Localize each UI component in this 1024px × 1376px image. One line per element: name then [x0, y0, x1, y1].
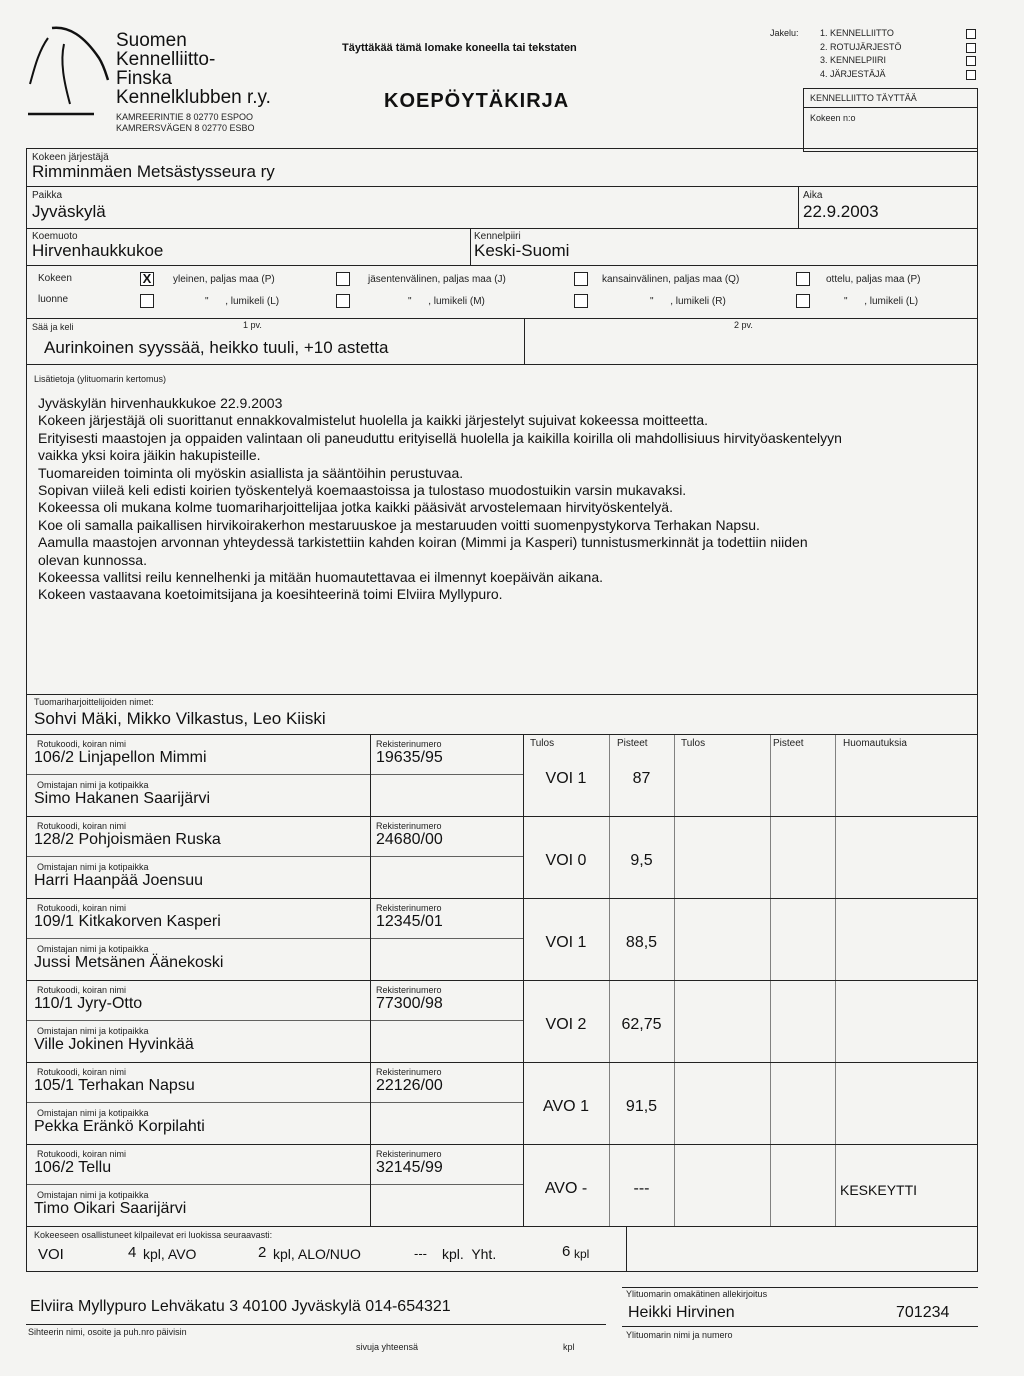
nature-checkbox-match-snow[interactable]	[796, 294, 810, 308]
org-address-line: KAMRERSVÄGEN 8 02770 ESBO	[116, 123, 255, 133]
weather-label: Sää ja keli	[32, 322, 74, 332]
points-field[interactable]: 88,5	[625, 934, 658, 951]
office-use-label: KENNELLIITTO TÄYTTÄÄ	[810, 93, 917, 103]
result-field[interactable]: VOI 1	[545, 770, 587, 787]
owner-field[interactable]: Harri Haanpää Joensuu	[34, 872, 203, 889]
notes-label: Lisätietoja (ylituomarin kertomus)	[34, 374, 167, 384]
notes-line: Koe oli samalla paikallisen hirvikoirakerhon mestaruuskoe ja mestaruuden voitti suomenpystykorva Terhakan Napsu.	[38, 516, 760, 533]
nature-checkbox-international-snow[interactable]	[574, 294, 588, 308]
summary-avo-count[interactable]: 2	[258, 1244, 267, 1261]
reg-no-label: Rekisterinumero	[376, 985, 442, 995]
notes-line: Tuomareiden toiminta oli myöskin asiallista ja sääntöihin perustuvaa.	[38, 464, 464, 481]
notes-line: Aamulla maastojen arvonnan yhteydessä tarkistettiin kahden koiran (Mimmi ja Kasperi) tunnistusmerkinnät ja todettiin niiden	[38, 534, 808, 551]
owner-field[interactable]: Ville Jokinen Hyvinkää	[34, 1036, 194, 1053]
nature-option-label: " , lumikeli (L)	[205, 296, 280, 307]
org-name-line: Suomen	[116, 30, 187, 51]
date-field[interactable]: 22.9.2003	[803, 202, 879, 221]
reg-no-field[interactable]: 12345/01	[376, 913, 443, 930]
distribution-list	[820, 27, 902, 81]
distribution-checkbox[interactable]	[966, 43, 976, 53]
reg-no-label: Rekisterinumero	[376, 1149, 442, 1159]
summary-voi-count[interactable]: 4	[128, 1244, 137, 1261]
dog-name-field[interactable]: 106/2 Linjapellon Mimmi	[34, 749, 207, 766]
reg-no-label: Rekisterinumero	[376, 739, 442, 749]
nature-checkbox-members-snow[interactable]	[336, 294, 350, 308]
nature-checkbox-international-bare[interactable]	[574, 272, 588, 286]
points-field[interactable]: 87	[632, 770, 651, 787]
nature-option-label: jäsentenvälinen, paljas maa (J)	[368, 274, 506, 285]
distribution-item: 3. KENNELPIIRI	[820, 55, 887, 65]
breed-name-label: Rotukoodi, koiran nimi	[37, 903, 127, 913]
pages-kpl: kpl	[563, 1342, 575, 1352]
distribution-checkbox[interactable]	[966, 29, 976, 39]
nature-label-1: Kokeen	[38, 273, 72, 284]
owner-field[interactable]: Pekka Eränkö Korpilahti	[34, 1118, 205, 1135]
office-use-box	[803, 88, 978, 152]
nature-checkbox-members-bare[interactable]	[336, 272, 350, 286]
form-title: KOEPÖYTÄKIRJA	[384, 90, 570, 112]
points-field[interactable]: 91,5	[625, 1098, 658, 1115]
org-address-line: KAMREERINTIE 8 02770 ESPOO	[116, 112, 254, 122]
summary-text: kpl	[574, 1247, 590, 1261]
organizer-field[interactable]: Rimminmäen Metsästysseura ry	[32, 162, 275, 181]
points-field[interactable]: 9,5	[630, 852, 653, 869]
distribution-item: 2. ROTUJÄRJESTÖ	[820, 41, 902, 52]
owner-field[interactable]: Timo Oikari Saarijärvi	[34, 1200, 187, 1217]
notes-line: Kokeen vastaavana koetoimitsijana ja koesihteerinä toimi Elviira Myllypuro.	[38, 586, 503, 603]
owner-label: Omistajan nimi ja kotipaikka	[37, 1026, 149, 1036]
breed-name-label: Rotukoodi, koiran nimi	[37, 1067, 127, 1077]
nature-checkbox-match-bare[interactable]	[796, 272, 810, 286]
pages-label: sivuja yhteensä	[356, 1342, 419, 1352]
result-field[interactable]: VOI 2	[545, 1016, 587, 1033]
weather-day2-label: 2 pv.	[734, 320, 753, 330]
dog-name-field[interactable]: 109/1 Kitkakorven Kasperi	[34, 913, 221, 930]
judge-label: Ylituomarin nimi ja numero	[626, 1330, 733, 1340]
summary-label: Kokeeseen osallistuneet kilpailevat eri luokissa seuraavasti:	[34, 1230, 273, 1240]
summary-text: kpl, ALO/NUO	[273, 1246, 361, 1262]
header-result-2: Tulos	[681, 738, 706, 749]
owner-label: Omistajan nimi ja kotipaikka	[37, 862, 149, 872]
time-label: Aika	[803, 190, 823, 201]
result-field[interactable]: AVO -	[544, 1180, 588, 1197]
form-instruction: Täyttäkää tämä lomake koneella tai tekstaten	[342, 42, 577, 54]
summary-text: kpl, AVO	[143, 1246, 197, 1262]
reg-no-field[interactable]: 32145/99	[376, 1159, 443, 1176]
nature-option-label: " , lumikeli (M)	[408, 296, 485, 307]
test-type-field[interactable]: Hirvenhaukkukoe	[32, 241, 164, 260]
nature-option-label: yleinen, paljas maa (P)	[173, 274, 275, 285]
notes-line: Sopivan viileä keli edisti koirien työskentelyä koemaastoissa ja tulostaso muodostuikin varsin mukavaksi.	[38, 482, 687, 499]
notes-line: olevan kunnossa.	[38, 551, 147, 568]
summary-text: kpl. Yht.	[442, 1246, 497, 1262]
remark-field[interactable]: KESKEYTTI	[840, 1182, 918, 1198]
distribution-item: 1. KENNELLIITTO	[820, 28, 894, 38]
judge-number-field[interactable]: 701234	[896, 1304, 950, 1321]
nature-checkbox-general-bare[interactable]: X	[140, 272, 154, 286]
weather-day1-field[interactable]: Aurinkoinen syyssää, heikko tuuli, +10 astetta	[44, 338, 389, 357]
owner-field[interactable]: Jussi Metsänen Äänekoski	[34, 954, 224, 971]
notes-line: Kokeessa oli mukana kolme tuomariharjoittelijaa jotka kaikki pääsivät arvostelemaan hirvityöskentelyä.	[38, 499, 673, 516]
owner-label: Omistajan nimi ja kotipaikka	[37, 780, 149, 790]
points-field[interactable]: ---	[633, 1180, 650, 1197]
nature-option-label: kansainvälinen, paljas maa (Q)	[602, 274, 740, 285]
breed-name-label: Rotukoodi, koiran nimi	[37, 1149, 127, 1159]
notes-line: vaikka yksi koira jäikin hakupisteille.	[38, 447, 261, 464]
distribution-checkbox[interactable]	[966, 56, 976, 66]
nature-option-label: ottelu, paljas maa (P)	[826, 274, 921, 285]
reg-no-label: Rekisterinumero	[376, 903, 442, 913]
district-field[interactable]: Keski-Suomi	[474, 241, 570, 260]
points-field[interactable]: 62,75	[621, 1016, 662, 1033]
test-number-label: Kokeen n:o	[810, 113, 856, 123]
nature-checkbox-general-snow[interactable]	[140, 294, 154, 308]
signature-label: Ylituomarin omakätinen allekirjoitus	[626, 1289, 768, 1299]
summary-total[interactable]: 6	[562, 1243, 571, 1260]
reg-no-label: Rekisterinumero	[376, 821, 442, 831]
owner-label: Omistajan nimi ja kotipaikka	[37, 1190, 149, 1200]
owner-label: Omistajan nimi ja kotipaikka	[37, 944, 149, 954]
owner-field[interactable]: Simo Hakanen Saarijärvi	[34, 790, 211, 807]
trainees-field[interactable]: Sohvi Mäki, Mikko Vilkastus, Leo Kiiski	[34, 709, 326, 728]
distribution-item: 4. JÄRJESTÄJÄ	[820, 68, 886, 79]
weather-day1-label: 1 pv.	[243, 320, 262, 330]
reg-no-label: Rekisterinumero	[376, 1067, 442, 1077]
summary-alo-count[interactable]: ---	[414, 1246, 427, 1261]
nature-option-label: " , lumikeli (R)	[650, 296, 726, 307]
org-name-line: Kennelklubben r.y.	[116, 87, 271, 108]
dog-name-field[interactable]: 106/2 Tellu	[34, 1159, 112, 1176]
header-points-1: Pisteet	[617, 738, 648, 749]
owner-label: Omistajan nimi ja kotipaikka	[37, 1108, 149, 1118]
kennel-club-logo	[24, 22, 116, 124]
notes-line: Kokeessa vallitsi reilu kennelhenki ja mitään huomautettavaa ei ilmennyt koepäivän aikana.	[38, 569, 603, 586]
result-field[interactable]: AVO 1	[543, 1098, 589, 1115]
place-field[interactable]: Jyväskylä	[32, 202, 106, 221]
distribution-label: Jakelu:	[770, 28, 799, 38]
reg-no-field[interactable]: 22126/00	[376, 1077, 443, 1094]
secretary-field[interactable]: Elviira Myllypuro Lehväkatu 3 40100 Jyväskylä 014-654321	[30, 1298, 451, 1315]
header-remarks: Huomautuksia	[843, 738, 907, 749]
judge-name-field[interactable]: Heikki Hirvinen	[628, 1304, 735, 1321]
org-name	[116, 31, 271, 107]
breed-name-label: Rotukoodi, koiran nimi	[37, 985, 127, 995]
secretary-label: Sihteerin nimi, osoite ja puh.nro päivisin	[28, 1327, 187, 1337]
notes-line: Erityisesti maastojen ja oppaiden valintaan oli paneuduttu erityisellä huolella ja kaikilla koirilla oli mahdollisiuus hirvityöaskentelyyn	[38, 429, 842, 446]
notes-line: Jyväskylän hirvenhaukkukoe 22.9.2003	[38, 395, 283, 411]
reg-no-field[interactable]: 24680/00	[376, 831, 443, 848]
organizer-label: Kokeen järjestäjä	[32, 152, 109, 163]
notes-field[interactable]	[38, 395, 970, 604]
distribution-checkbox[interactable]	[966, 70, 976, 80]
dog-name-field[interactable]: 105/1 Terhakan Napsu	[34, 1077, 195, 1094]
org-address	[116, 112, 255, 134]
district-label: Kennelpiiri	[474, 231, 521, 242]
org-name-line: Finska	[116, 68, 172, 89]
dog-name-field[interactable]: 128/2 Pohjoismäen Ruska	[34, 831, 221, 848]
dog-name-field[interactable]: 110/1 Jyry-Otto	[34, 995, 143, 1012]
result-field[interactable]: VOI 1	[545, 934, 587, 951]
org-name-line: Kennelliitto-	[116, 49, 216, 70]
header-result-1: Tulos	[530, 738, 555, 749]
summary-voi-label: VOI	[38, 1246, 64, 1263]
header-points-2: Pisteet	[773, 738, 804, 749]
test-type-label: Koemuoto	[32, 231, 78, 242]
nature-label-2: luonne	[38, 294, 69, 305]
reg-no-field[interactable]: 19635/95	[376, 749, 443, 766]
breed-name-label: Rotukoodi, koiran nimi	[37, 739, 127, 749]
reg-no-field[interactable]: 77300/98	[376, 995, 443, 1012]
breed-name-label: Rotukoodi, koiran nimi	[37, 821, 127, 831]
trainees-label: Tuomariharjoittelijoiden nimet:	[34, 697, 154, 707]
nature-option-label: " , lumikeli (L)	[844, 296, 919, 307]
result-field[interactable]: VOI 0	[545, 852, 587, 869]
notes-line: Kokeen järjestäjä oli suorittanut ennakkovalmistelut huolella ja kaikki järjestelyt sujuivat kokeessa moitteetta.	[38, 412, 709, 429]
place-label: Paikka	[32, 190, 63, 201]
